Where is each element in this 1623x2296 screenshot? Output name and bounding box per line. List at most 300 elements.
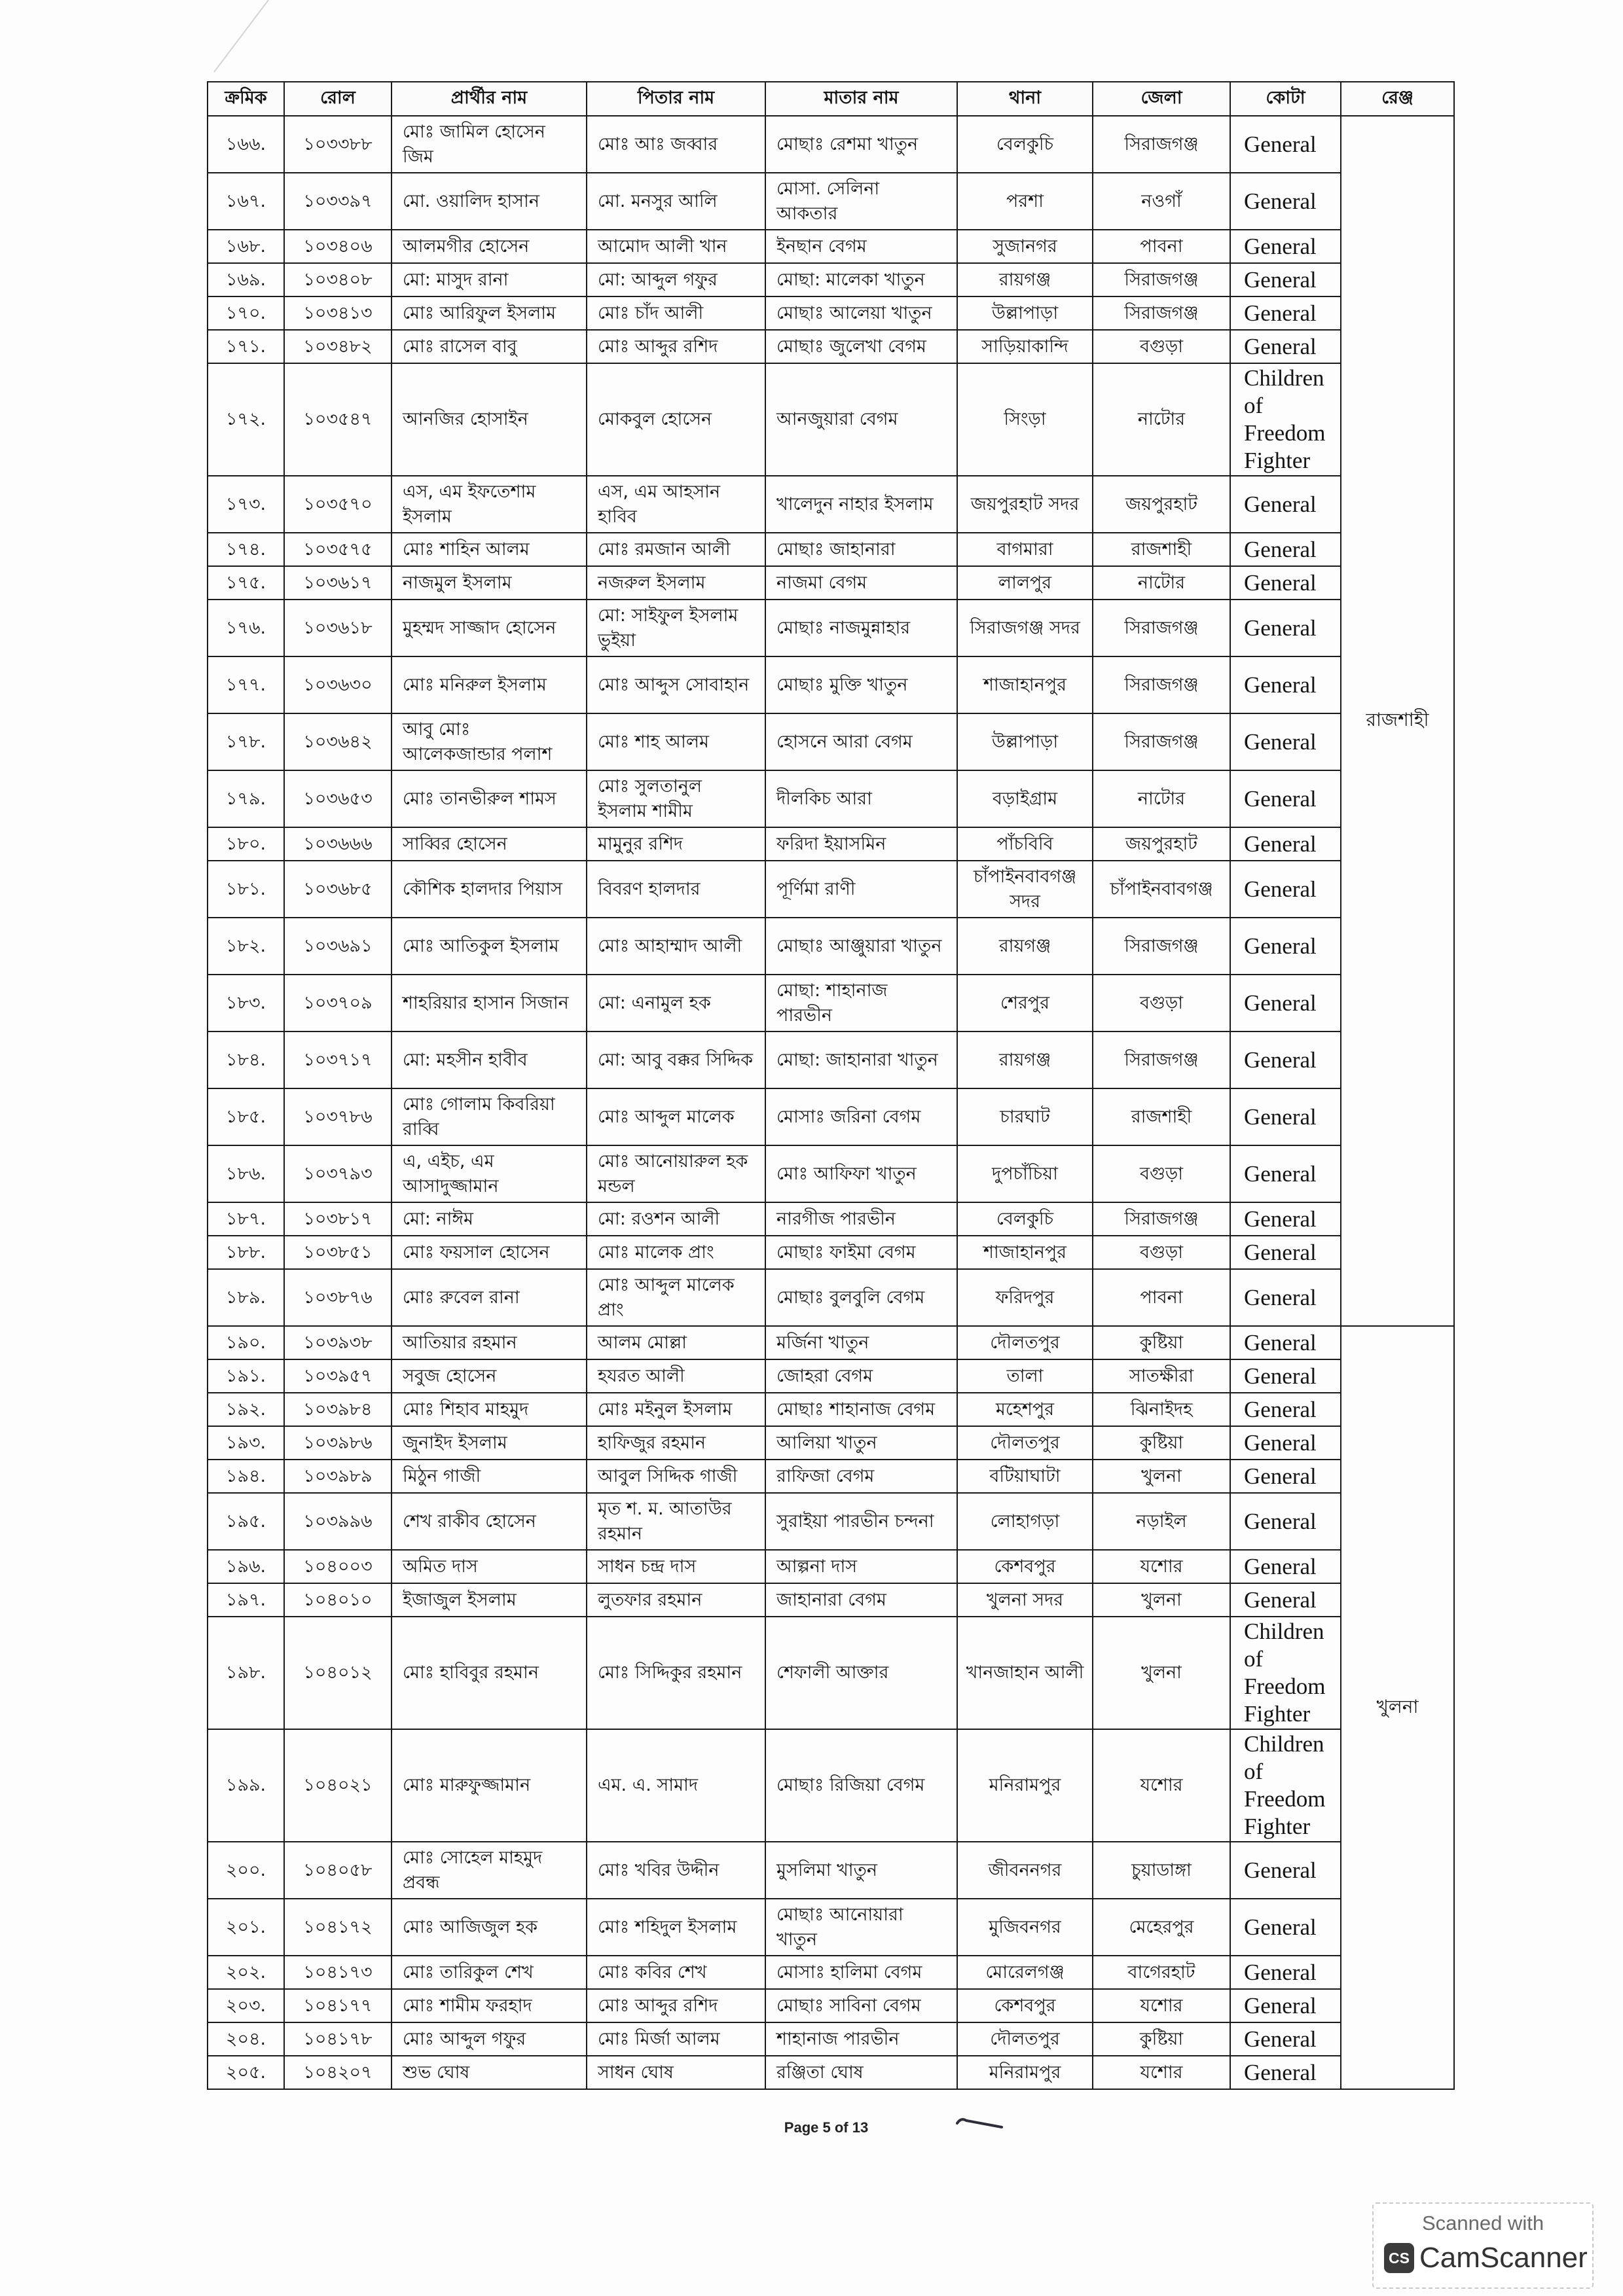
- cell-district: [1093, 1729, 1230, 1842]
- candidate-name-text: মোঃ জামিল হোসেন জিম: [403, 121, 545, 167]
- cell-serial: [208, 566, 284, 600]
- cell-thana: [957, 713, 1093, 770]
- cell-roll: [284, 1269, 392, 1326]
- cell-roll: [284, 296, 392, 330]
- cell-father-name: [587, 600, 765, 656]
- cell-roll: [284, 1031, 392, 1088]
- cell-roll: [284, 975, 392, 1031]
- cell-quota: [1230, 1989, 1341, 2022]
- quota-text: General: [1244, 1857, 1317, 1883]
- cell-serial: [208, 1493, 284, 1550]
- cell-father-name: [587, 363, 765, 476]
- cell-roll: [284, 1493, 392, 1550]
- camscanner-logo-icon: CS: [1384, 2243, 1414, 2273]
- cell-district: [1093, 918, 1230, 975]
- table-row: [208, 330, 1454, 363]
- cell-quota: [1230, 1326, 1341, 1359]
- cell-serial: [208, 363, 284, 476]
- thana-text: রায়গঞ্জ: [998, 935, 1051, 956]
- cell-candidate-name: [392, 173, 587, 230]
- quota-text: General: [1244, 333, 1317, 359]
- roll-text: ১০৪০৫৮: [303, 1859, 373, 1880]
- roll-text: ১০৩৫৭৫: [303, 539, 373, 560]
- cell-serial: [208, 1393, 284, 1426]
- thana-text: মনিরামপুর: [989, 1775, 1061, 1795]
- cell-district: [1093, 1236, 1230, 1269]
- cell-roll: [284, 1460, 392, 1493]
- table-row: [208, 656, 1454, 713]
- cell-roll: [284, 1583, 392, 1617]
- thana-text: খুলনা সদর: [986, 1589, 1064, 1610]
- district-text: সিরাজগঞ্জ: [1124, 1208, 1199, 1229]
- cell-serial: [208, 173, 284, 230]
- table-row: [208, 1493, 1454, 1550]
- cell-mother-name: [765, 296, 957, 330]
- candidate-name-text: শাহরিয়ার হাসান সিজান: [403, 992, 569, 1013]
- cell-mother-name: [765, 1550, 957, 1583]
- thana-text: দুপচাঁচিয়া: [992, 1163, 1058, 1184]
- mother-name-text: আলিয়া খাতুন: [776, 1432, 877, 1453]
- cell-quota: [1230, 1088, 1341, 1145]
- candidate-name-text: মোঃ ফয়সাল হোসেন: [403, 1242, 550, 1263]
- serial-text: ১৮৪.: [225, 1049, 266, 1070]
- mother-name-text: পূর্ণিমা রাণী: [776, 878, 856, 899]
- cell-candidate-name: [392, 296, 587, 330]
- mother-name-text: মোছাঃ রিজিয়া বেগম: [776, 1775, 925, 1795]
- thana-text: মুজিবনগর: [989, 1916, 1061, 1937]
- roll-text: ১০৩৬৬৬: [303, 833, 373, 854]
- roll-text: ১০৩৮৫১: [303, 1242, 373, 1263]
- table-row: [208, 1729, 1454, 1842]
- cell-father-name: [587, 1729, 765, 1842]
- cell-father-name: [587, 1031, 765, 1088]
- father-name-text: মোঃ আব্দুর রশিদ: [598, 1995, 718, 2016]
- cell-candidate-name: [392, 330, 587, 363]
- roll-text: ১০৩৬১৭: [303, 572, 373, 593]
- quota-text: General: [1244, 831, 1317, 857]
- candidate-name-text: সাব্বির হোসেন: [403, 833, 507, 854]
- roll-text: ১০৩৬৮৫: [303, 878, 373, 899]
- serial-text: ২০৪.: [225, 2028, 266, 2049]
- thana-text: উল্লাপাড়া: [991, 302, 1059, 323]
- cell-mother-name: [765, 1088, 957, 1145]
- cell-thana: [957, 770, 1093, 827]
- thana-text: লোহাগড়া: [990, 1511, 1060, 1532]
- candidate-name-text: মোঃ আব্দুল গফুর: [403, 2028, 526, 2049]
- cell-mother-name: [765, 827, 957, 861]
- cell-roll: [284, 2022, 392, 2056]
- thana-text: কেশবপুর: [994, 1556, 1056, 1577]
- candidate-name-text: মোঃ সোহেল মাহমুদ প্রবন্ধ: [403, 1847, 543, 1893]
- cell-mother-name: [765, 1236, 957, 1269]
- cell-thana: [957, 656, 1093, 713]
- serial-text: ২০৫.: [225, 2062, 266, 2083]
- quota-text: General: [1244, 672, 1317, 698]
- roll-text: ১০৩৬৫৩: [303, 788, 373, 809]
- header-roll: রোল: [284, 82, 392, 116]
- cell-quota: [1230, 2022, 1341, 2056]
- quota-text: General: [1244, 1047, 1317, 1073]
- cell-roll: [284, 1617, 392, 1729]
- cell-father-name: [587, 1460, 765, 1493]
- district-text: সিরাজগঞ্জ: [1124, 731, 1199, 752]
- cell-father-name: [587, 230, 765, 263]
- table-row: [208, 296, 1454, 330]
- mother-name-text: নারগীজ পারভীন: [776, 1208, 896, 1229]
- thana-text: চাঁপাইনবাবগঞ্জ সদর: [973, 866, 1077, 912]
- quota-text: General: [1244, 131, 1317, 157]
- candidate-name-text: মোঃ রুবেল রানা: [403, 1287, 520, 1308]
- cell-roll: [284, 2056, 392, 2089]
- cell-father-name: [587, 1088, 765, 1145]
- roll-text: ১০৩৮৭৬: [303, 1287, 373, 1308]
- cell-district: [1093, 2022, 1230, 2056]
- cell-candidate-name: [392, 2056, 587, 2089]
- cell-thana: [957, 263, 1093, 296]
- serial-text: ২০০.: [225, 1859, 266, 1880]
- cell-thana: [957, 1989, 1093, 2022]
- cell-serial: [208, 713, 284, 770]
- cell-quota: [1230, 330, 1341, 363]
- candidate-name-text: মোঃ রাসেল বাবু: [403, 336, 517, 357]
- cell-thana: [957, 861, 1093, 918]
- cell-thana: [957, 1583, 1093, 1617]
- quota-text: General: [1244, 1508, 1317, 1534]
- district-text: রাজশাহী: [1131, 1106, 1192, 1127]
- cell-district: [1093, 296, 1230, 330]
- mother-name-text: রাফিজা বেগম: [776, 1465, 875, 1486]
- mother-name-text: ফরিদা ইয়াসমিন: [776, 833, 886, 854]
- serial-text: ১৭৯.: [225, 788, 266, 809]
- cell-candidate-name: [392, 1202, 587, 1236]
- cell-serial: [208, 600, 284, 656]
- cell-serial: [208, 1729, 284, 1842]
- cell-roll: [284, 1426, 392, 1460]
- quota-text: General: [1244, 1160, 1317, 1187]
- thana-text: মহেশপুর: [995, 1399, 1055, 1420]
- father-name-text: মোঃ রমজান আলী: [598, 539, 731, 560]
- cell-mother-name: [765, 918, 957, 975]
- cell-candidate-name: [392, 1550, 587, 1583]
- serial-text: ১৯৯.: [225, 1775, 266, 1795]
- mother-name-text: হোসনে আরা বেগম: [776, 731, 913, 752]
- cell-roll: [284, 770, 392, 827]
- header-mother-name: মাতার নাম: [765, 82, 957, 116]
- quota-text: General: [1244, 1284, 1317, 1310]
- quota-text: General: [1244, 1206, 1317, 1232]
- serial-text: ১৭৫.: [225, 572, 266, 593]
- district-text: চুয়াডাঙ্গা: [1131, 1859, 1192, 1880]
- cell-father-name: [587, 476, 765, 533]
- table-row: [208, 918, 1454, 975]
- cell-candidate-name: [392, 476, 587, 533]
- cell-mother-name: [765, 1393, 957, 1426]
- quota-text: General: [1244, 1587, 1317, 1613]
- cell-candidate-name: [392, 1088, 587, 1145]
- candidate-name-text: মো: মহসীন হাবীব: [403, 1049, 528, 1070]
- father-name-text: মোঃ আঃ জব্বার: [598, 134, 718, 154]
- cell-father-name: [587, 1426, 765, 1460]
- thana-text: রায়গঞ্জ: [998, 269, 1051, 290]
- mother-name-text: আল্পনা দাস: [776, 1556, 858, 1577]
- cell-serial: [208, 1583, 284, 1617]
- district-text: বগুড়া: [1139, 1163, 1184, 1184]
- cell-roll: [284, 1899, 392, 1956]
- father-name-text: বিবরণ হালদার: [598, 878, 701, 899]
- quota-text: General: [1244, 1959, 1317, 1985]
- thana-text: বেলকুচি: [996, 134, 1054, 154]
- cell-serial: [208, 1842, 284, 1899]
- candidate-name-text: মোঃ আতিকুল ইসলাম: [403, 935, 559, 956]
- cell-quota: [1230, 533, 1341, 566]
- cell-father-name: [587, 1393, 765, 1426]
- cell-candidate-name: [392, 713, 587, 770]
- cell-district: [1093, 173, 1230, 230]
- cell-candidate-name: [392, 918, 587, 975]
- serial-text: ১৯০.: [225, 1332, 266, 1353]
- serial-text: ১৯৮.: [225, 1662, 266, 1683]
- district-text: মেহেরপুর: [1129, 1916, 1194, 1937]
- cell-quota: [1230, 1202, 1341, 1236]
- roll-text: ১০৩৪১৩: [303, 302, 373, 323]
- cell-serial: [208, 827, 284, 861]
- serial-text: ১৯৭.: [225, 1589, 266, 1610]
- serial-text: ১৮৫.: [225, 1106, 266, 1127]
- district-text: চাঁপাইনবাবগঞ্জ: [1110, 878, 1213, 899]
- serial-text: ১৮০.: [225, 833, 266, 854]
- cell-serial: [208, 533, 284, 566]
- table-row: [208, 2056, 1454, 2089]
- candidate-table: [207, 81, 1455, 2090]
- cell-thana: [957, 533, 1093, 566]
- cell-serial: [208, 1460, 284, 1493]
- cell-serial: [208, 1088, 284, 1145]
- district-text: নড়াইল: [1136, 1511, 1187, 1532]
- cell-roll: [284, 1729, 392, 1842]
- cell-mother-name: [765, 533, 957, 566]
- cell-mother-name: [765, 1031, 957, 1088]
- cell-quota: [1230, 263, 1341, 296]
- cell-mother-name: [765, 116, 957, 173]
- table-row: [208, 476, 1454, 533]
- table-body: [208, 116, 1454, 2089]
- thana-text: বাগমারা: [996, 539, 1053, 560]
- cell-quota: [1230, 1729, 1341, 1842]
- cell-serial: [208, 230, 284, 263]
- table-row: [208, 2022, 1454, 2056]
- serial-text: ১৭১.: [225, 336, 266, 357]
- roll-text: ১০৩৬৯১: [303, 935, 373, 956]
- mother-name-text: শাহানাজ পারভীন: [776, 2028, 900, 2049]
- cell-thana: [957, 1550, 1093, 1583]
- cell-candidate-name: [392, 1031, 587, 1088]
- cell-district: [1093, 476, 1230, 533]
- cell-thana: [957, 1729, 1093, 1842]
- cell-roll: [284, 173, 392, 230]
- district-text: বগুড়া: [1139, 992, 1184, 1013]
- father-name-text: মো. মনসুর আলি: [598, 190, 718, 211]
- district-text: যশোর: [1140, 1775, 1183, 1795]
- candidate-name-text: মোঃ মারুফুজ্জামান: [403, 1775, 531, 1795]
- cell-thana: [957, 116, 1093, 173]
- cell-serial: [208, 1956, 284, 1989]
- father-name-text: মোঃ মইনুল ইসলাম: [598, 1399, 733, 1420]
- mother-name-text: মর্জিনা খাতুন: [776, 1332, 869, 1353]
- cell-mother-name: [765, 1989, 957, 2022]
- cell-father-name: [587, 263, 765, 296]
- mother-name-text: মুসলিমা খাতুন: [776, 1859, 878, 1880]
- cell-mother-name: [765, 975, 957, 1031]
- candidate-name-text: মো. ওয়ালিদ হাসান: [403, 190, 539, 211]
- quota-text: Children of Freedom Fighter: [1244, 1619, 1326, 1727]
- cell-quota: [1230, 1956, 1341, 1989]
- cell-father-name: [587, 770, 765, 827]
- cell-district: [1093, 1326, 1230, 1359]
- cell-serial: [208, 1145, 284, 1202]
- cell-serial: [208, 263, 284, 296]
- district-text: সিরাজগঞ্জ: [1124, 674, 1199, 695]
- cell-serial: [208, 975, 284, 1031]
- district-text: খুলনা: [1141, 1589, 1182, 1610]
- district-text: বগুড়া: [1139, 1242, 1184, 1263]
- quota-text: General: [1244, 188, 1317, 214]
- serial-text: ২০৩.: [225, 1995, 266, 2016]
- serial-text: ২০২.: [225, 1962, 266, 1982]
- table-row: [208, 1956, 1454, 1989]
- roll-text: ১০৩৪০৮: [303, 269, 373, 290]
- cell-candidate-name: [392, 1493, 587, 1550]
- cell-father-name: [587, 713, 765, 770]
- table-row: [208, 1269, 1454, 1326]
- cell-roll: [284, 476, 392, 533]
- father-name-text: এস, এম আহসান হাবিব: [598, 481, 721, 527]
- cell-thana: [957, 975, 1093, 1031]
- serial-text: ১৯২.: [225, 1399, 266, 1420]
- cell-father-name: [587, 918, 765, 975]
- cell-roll: [284, 713, 392, 770]
- district-text: রাজশাহী: [1131, 539, 1192, 560]
- cell-father-name: [587, 2056, 765, 2089]
- cell-roll: [284, 1326, 392, 1359]
- cell-thana: [957, 476, 1093, 533]
- father-name-text: সাধন চন্দ্র দাস: [598, 1556, 697, 1577]
- mother-name-text: রঞ্জিতা ঘোষ: [776, 2062, 864, 2083]
- serial-text: ১৯৬.: [225, 1556, 266, 1577]
- cell-mother-name: [765, 770, 957, 827]
- serial-text: ১৭০.: [225, 302, 266, 323]
- thana-text: সিরাজগঞ্জ সদর: [970, 617, 1080, 638]
- mother-name-text: আনজুয়ারা বেগম: [776, 409, 898, 429]
- serial-text: ২০১.: [225, 1916, 266, 1937]
- thana-text: জীবননগর: [988, 1859, 1062, 1880]
- thana-text: রায়গঞ্জ: [998, 1049, 1051, 1070]
- roll-text: ১০৪১৭৩: [303, 1962, 373, 1982]
- mother-name-text: মোছাঃ আলেয়া খাতুন: [776, 302, 932, 323]
- cell-quota: [1230, 173, 1341, 230]
- cell-father-name: [587, 533, 765, 566]
- mother-name-text: মোছাঃ মুক্তি খাতুন: [776, 674, 908, 695]
- cell-serial: [208, 1426, 284, 1460]
- cell-mother-name: [765, 2022, 957, 2056]
- cell-thana: [957, 918, 1093, 975]
- cell-quota: [1230, 1550, 1341, 1583]
- cell-serial: [208, 2056, 284, 2089]
- cell-roll: [284, 116, 392, 173]
- cell-roll: [284, 918, 392, 975]
- range-text: রাজশাহী: [1366, 709, 1429, 730]
- cell-thana: [957, 2056, 1093, 2089]
- cell-candidate-name: [392, 1326, 587, 1359]
- cell-candidate-name: [392, 263, 587, 296]
- thana-text: দৌলতপুর: [990, 1332, 1060, 1353]
- quota-text: General: [1244, 1103, 1317, 1130]
- scan-crease-mark: [0, 0, 301, 92]
- table-row: [208, 533, 1454, 566]
- cell-candidate-name: [392, 600, 587, 656]
- cell-father-name: [587, 1269, 765, 1326]
- cell-district: [1093, 363, 1230, 476]
- candidate-name-text: শুভ ঘোষ: [403, 2062, 470, 2083]
- table-row: [208, 116, 1454, 173]
- mother-name-text: মোছাঃ জাহানারা: [776, 539, 896, 560]
- cell-district: [1093, 1426, 1230, 1460]
- district-text: যশোর: [1140, 2062, 1183, 2083]
- roll-text: ১০৩৯৩৮: [303, 1332, 373, 1353]
- mother-name-text: মোসা. সেলিনা আকতার: [776, 178, 880, 224]
- cell-district: [1093, 1202, 1230, 1236]
- cell-roll: [284, 1842, 392, 1899]
- cell-father-name: [587, 861, 765, 918]
- cell-mother-name: [765, 363, 957, 476]
- candidate-name-text: নাজমুল ইসলাম: [403, 572, 512, 593]
- roll-text: ১০৪১৭২: [303, 1916, 373, 1937]
- cell-candidate-name: [392, 533, 587, 566]
- father-name-text: মোঃ সিদ্দিকুর রহমান: [598, 1662, 742, 1683]
- father-name-text: মোঃ সুলতানুল ইসলাম শামীম: [598, 776, 702, 821]
- cell-district: [1093, 600, 1230, 656]
- serial-text: ১৭৩.: [225, 493, 266, 514]
- cell-roll: [284, 827, 392, 861]
- candidate-name-text: এ, এইচ, এম আসাদুজ্জামান: [403, 1151, 499, 1196]
- father-name-text: আমোদ আলী খান: [598, 236, 727, 257]
- district-text: সিরাজগঞ্জ: [1124, 1049, 1199, 1070]
- cell-mother-name: [765, 1269, 957, 1326]
- cell-thana: [957, 1493, 1093, 1550]
- serial-text: ১৭৪.: [225, 539, 266, 560]
- roll-text: ১০৩৭৯৩: [303, 1163, 373, 1184]
- cell-mother-name: [765, 600, 957, 656]
- cell-father-name: [587, 1956, 765, 1989]
- cell-district: [1093, 1031, 1230, 1088]
- table-row: [208, 1842, 1454, 1899]
- cell-quota: [1230, 1583, 1341, 1617]
- cell-roll: [284, 363, 392, 476]
- quota-text: General: [1244, 615, 1317, 641]
- candidate-name-text: মোঃ শাহিন আলম: [403, 539, 530, 560]
- serial-text: ১৭৮.: [225, 731, 266, 752]
- roll-text: ১০৩৭০৯: [303, 992, 373, 1013]
- thana-text: কেশবপুর: [994, 1995, 1056, 2016]
- cell-quota: [1230, 656, 1341, 713]
- father-name-text: আলম মোল্লা: [598, 1332, 687, 1353]
- district-text: সিরাজগঞ্জ: [1124, 935, 1199, 956]
- thana-text: খানজাহান আলী: [966, 1662, 1084, 1683]
- cell-quota: [1230, 1460, 1341, 1493]
- mother-name-text: নাজমা বেগম: [776, 572, 867, 593]
- cell-father-name: [587, 975, 765, 1031]
- roll-text: ১০৩৭১৭: [303, 1049, 373, 1070]
- candidate-name-text: মোঃ গোলাম কিবরিয়া রাব্বি: [403, 1094, 555, 1139]
